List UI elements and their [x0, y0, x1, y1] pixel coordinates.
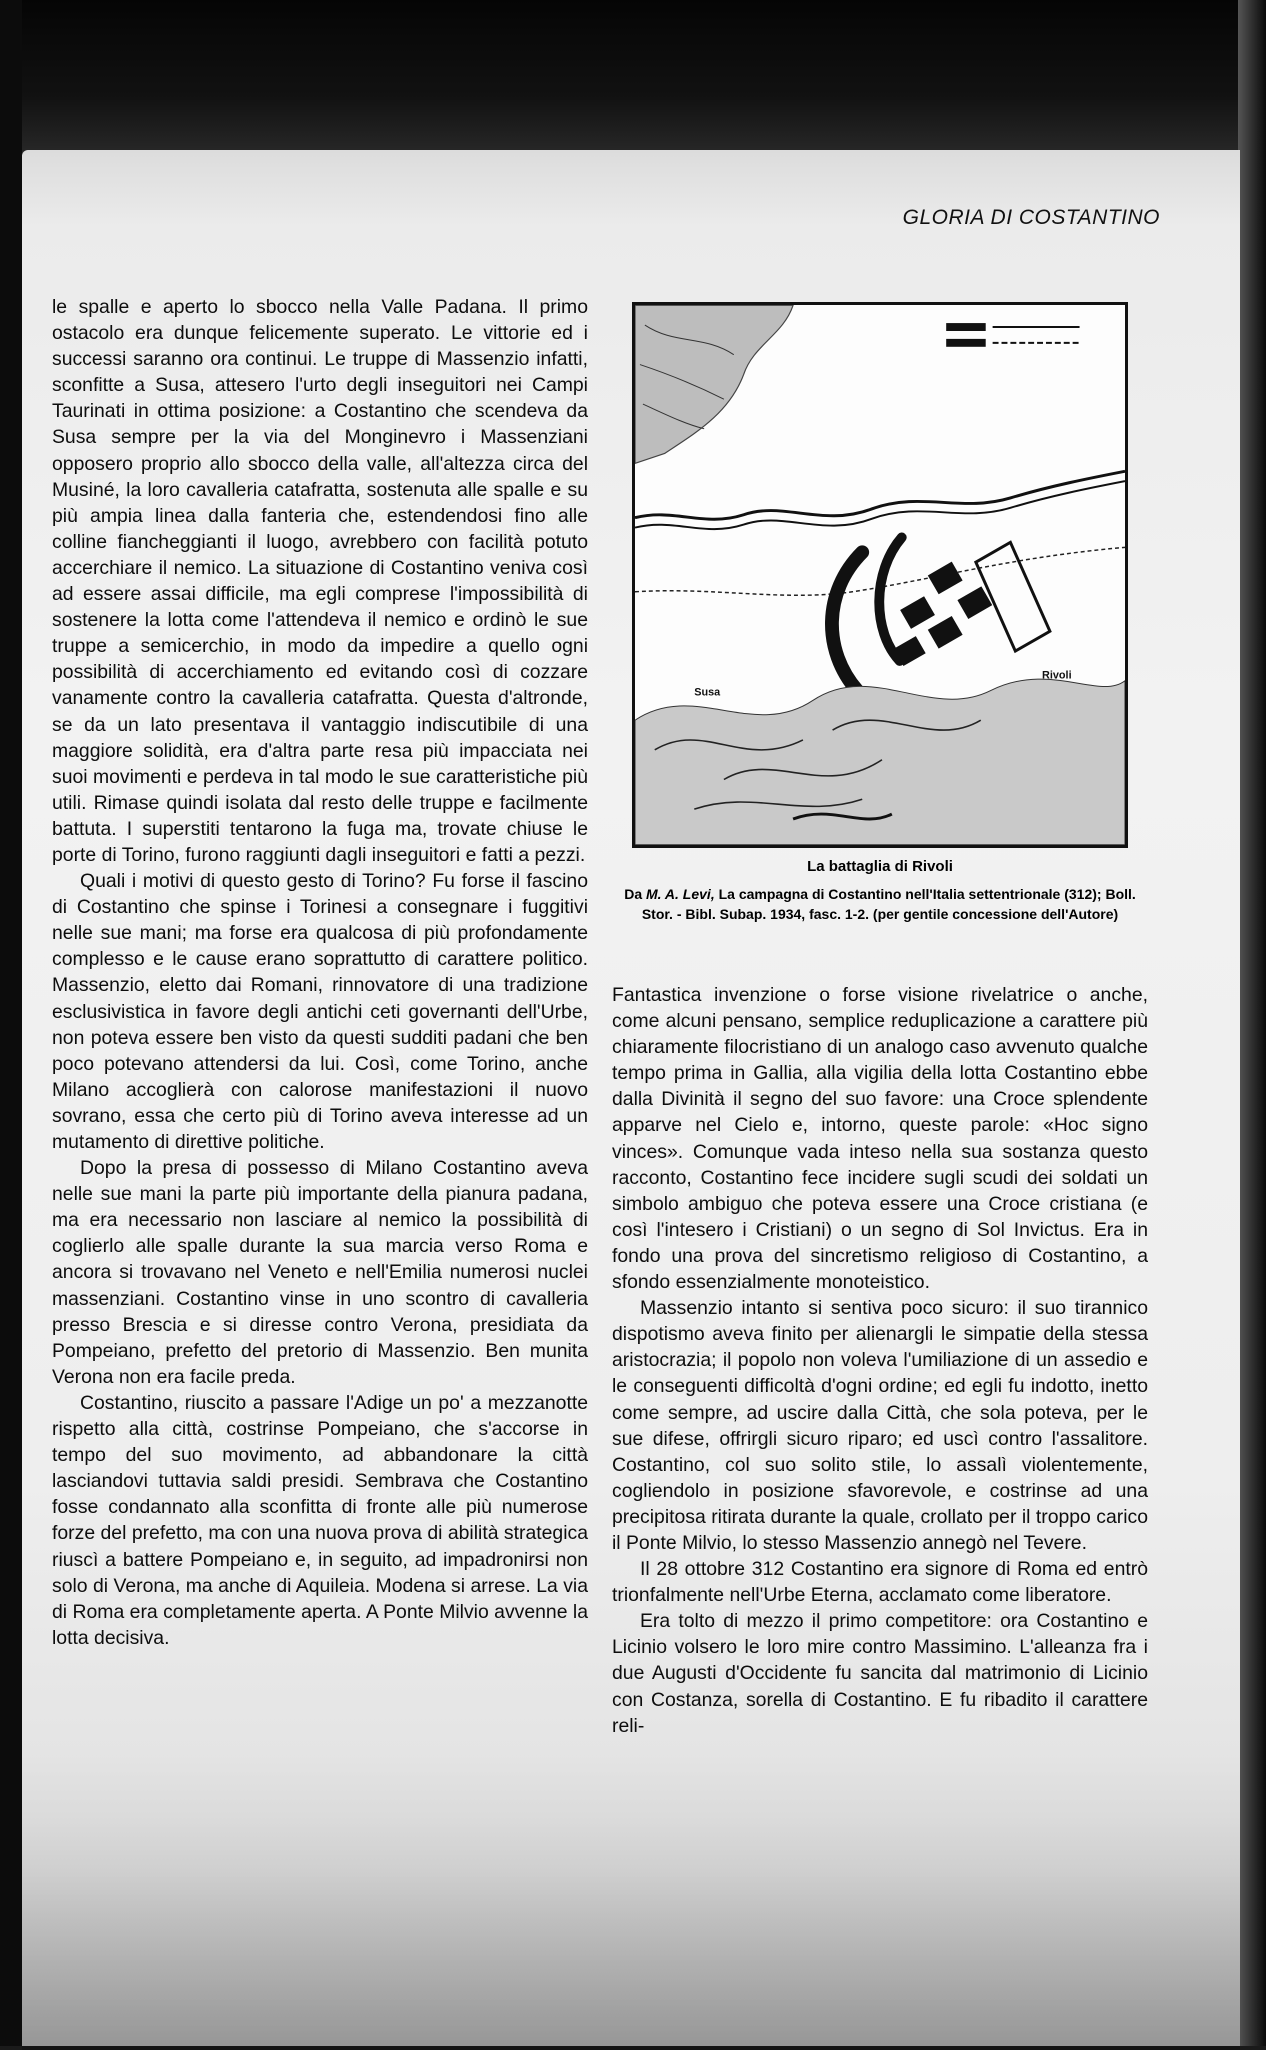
battle-map-figure — [632, 302, 1128, 848]
paragraph: Massenzio intanto si sentiva poco sicuro: il suo tirannico dispotismo aveva finito per alienargli le simpatie della stessa aristocrazia; il popolo non voleva l'umiliazione di un assedio e le conseguenti difficoltà d'ogni ordine; ed egli fu indotto, inetto come sempre, ad uscire dalla Città, che sola poteva, per le sue difese, offrirgli sicuro riparo; ed uscì contro l'assalitore. Costantino, col suo solito stile, lo assalì violentemente, cogliendolo in posizione sfavorevole, e costrinse ad una precipitosa ritirata durante la quale, crollato per il troppo carico il Ponte Milvio, lo stesso Massenzio annegò nel Tevere. — [612, 1297, 1148, 1554]
running-head: GLORIA DI COSTANTINO — [902, 206, 1160, 229]
caption-text: La campagna di Costantino nell'Italia settentrionale (312); Boll. Stor. - Bibl. Subap. 1934, fasc. 1-2. (per gentile concessione dell'Autore) — [641, 886, 1136, 922]
scan-border-left — [0, 0, 22, 2046]
paragraph: Il 28 ottobre 312 Costantino era signore di Roma ed entrò trionfalmente nell'Urbe Eterna, acclamato come liberatore. — [612, 1558, 1148, 1607]
right-column — [612, 982, 1148, 1739]
battle-map — [635, 305, 1125, 845]
left-column — [52, 294, 588, 1651]
book-page — [22, 150, 1240, 2046]
paragraph: Dopo la presa di possesso di Milano Costantino aveva nelle sue mani la parte più importante della pianura padana, ma era necessario non lasciare al nemico la possibilità di coglierlo alle spalle durante la sua marcia verso Roma e ancora si trovavano nel Veneto e nell'Emilia numerosi nuclei massenziani. Costantino vinse in uno scontro di cavalleria presso Brescia e si diresse contro Verona, presidiata da Pompeiano, prefetto del pretorio di Massenzio. Ben munita Verona non era facile preda. — [52, 1157, 588, 1388]
paragraph: le spalle e aperto lo sbocco nella Valle Padana. Il primo ostacolo era dunque felicemente superato. Le vittorie ed i successi saranno ora continui. Le truppe di Massenzio infatti, sconfitte a Susa, attesero l'urto degli inseguitori nei Campi Taurinati in ottima posizione: a Costantino che scendeva da Susa sempre per la via del Monginevro i Massenziani opposero proprio allo sbocco della valle, all'altezza circa del Musiné, la loro cavalleria catafratta, sostenuta alle spalle e su più ampia linea dalla fanteria che, estendendosi fino alle colline fiancheggianti il luogo, avrebbero con facilità potuto accerchiare il nemico. La situazione di Costantino veniva così ad essere assai difficile, ma egli comprese l'impossibilità di sostenere la lotta come l'attendeva il nemico e ordinò le sue truppe a semicerchio, in modo da impedire a quello ogni possibilità di accerchiamento ed evitando così di cozzare vanamente contro la cavalleria catafratta. Questa d'altronde, se da un lato presentava il vantaggio indiscutibile di una maggiore solidità, era d'altra parte resa più impacciata nei suoi movimenti e perdeva in tal modo le sue caratteristiche più utili. Rimase quindi isolata dal resto delle truppe e facilmente battuta. I superstiti tentarono la fuga ma, trovate chiuse le porte di Torino, furono raggiunti dagli inseguitori e fatti a pezzi. — [52, 296, 588, 866]
scan-border-right — [1238, 0, 1266, 2046]
scan-shadow — [22, 1750, 1240, 2050]
caption-author: M. A. Levi, — [646, 886, 715, 902]
map-label: Susa — [694, 686, 721, 699]
paragraph: Costantino, riuscito a passare l'Adige un po' a mezzanotte rispetto alla città, costrinse Pompeiano, che s'accorse in tempo del suo movimento, ad abbandonare la città lasciandovi tuttavia saldi presidi. Sembrava che Costantino fosse condannato alla sconfitta di fronte alle più numerose forze del prefetto, ma con una nuova prova di abilità strategica riuscì a battere Pompeiano e, in seguito, ad impadronirsi non solo di Verona, ma anche di Aquileia. Modena si arrese. La via di Roma era completamente aperta. A Ponte Milvio avvenne la lotta decisiva. — [52, 1391, 588, 1649]
paragraph: Quali i motivi di questo gesto di Torino? Fu forse il fascino di Costantino che spinse i Torinesi a consegnare i fuggitivi nelle sue mani; ma forse era qualcosa di più profondamente complesso e le cause erano soprattutto di carattere politico. Massenzio, eletto dai Romani, rinnovatore di una tradizione esclusivistica in favore degli antichi ceti governanti dell'Urbe, non poteva essere ben visto da questi sudditi padani che ben poco potevano attendersi da lui. Così, come Torino, anche Milano accoglierà con calorose manifestazioni il nuovo sovrano, essa che certo più di Torino aveva interesse ad un mutamento di direttive politiche. — [52, 870, 588, 1153]
paragraph: Fantastica invenzione o forse visione rivelatrice o anche, come alcuni pensano, semplice reduplicazione a carattere più chiaramente filocristiano di un analogo caso avvenuto qualche tempo prima in Gallia, alla vigilia della lotta Costantino ebbe dalla Divinità il segno del suo favore: una Croce splendente apparve nel Cielo e, intorno, queste parole: «Hoc signo vinces». Comunque vada inteso nella sua sostanza questo racconto, Costantino fece incidere sugli scudi dei soldati un simbolo ambiguo che poteva essere una Croce cristiana (e così l'intesero i Cristiani) o un segno di Sol Invictus. Era in fondo una prova del sincretismo religioso di Costantino, a sfondo essenzialmente monoteistico. — [612, 984, 1148, 1294]
scan-border-top — [0, 0, 1266, 160]
figure-title: La battaglia di Rivoli — [807, 858, 953, 875]
figure-caption — [612, 884, 1148, 924]
caption-prefix: Da — [624, 886, 643, 902]
map-label: Rivoli — [1042, 669, 1072, 682]
paragraph: Era tolto di mezzo il primo competitore: ora Costantino e Licinio volsero le loro mire contro Massimino. L'alleanza fra i due Augusti d'Occidente fu sancita dal matrimonio di Licinio con Costanza, sorella di Costantino. E fu ribadito il carattere reli- — [612, 1610, 1148, 1737]
